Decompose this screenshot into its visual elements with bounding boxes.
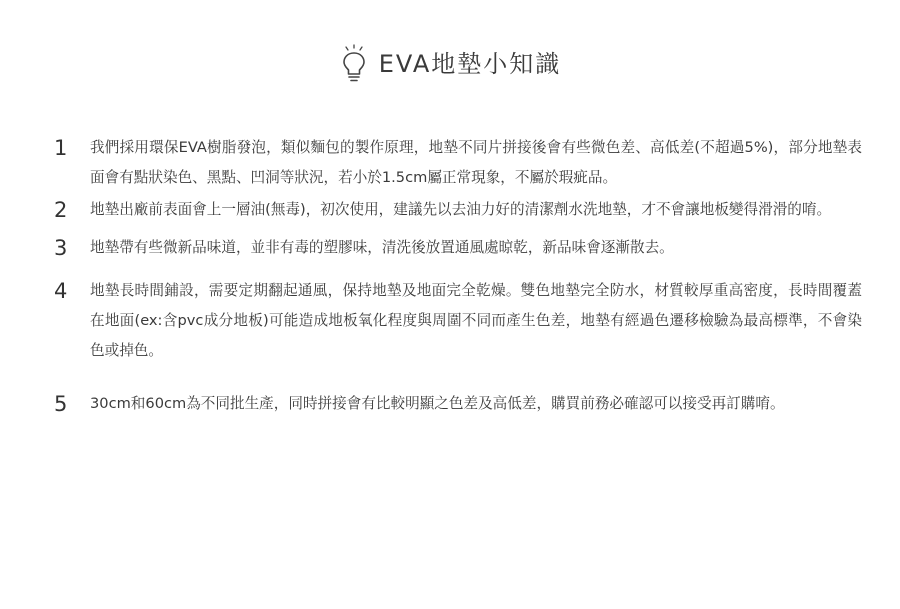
item-number: 1 [54,136,68,160]
item-text: 地墊帶有些微新品味道，並非有毒的塑膠味，清洗後放置通風處晾乾，新品味會逐漸散去。 [90,239,674,256]
item-number: 5 [54,392,68,416]
page-header [0,44,900,84]
item-text: 我們採用環保EVA樹脂發泡，類似麵包的製作原理，地墊不同片拼接後會有些微色差、高低差(不超過5%)，部分地墊表面會有點狀染色、黑點、凹洞等狀況，若小於1.5cm屬正常現象，不屬於瑕疵品。 [90,139,862,186]
item-number: 2 [54,198,68,222]
list-item [0,133,900,193]
item-text: 地墊出廠前表面會上一層油(無毒)，初次使用，建議先以去油力好的清潔劑水洗地墊，才不會讓地板變得滑滑的唷。 [90,201,832,218]
item-number: 4 [54,279,68,303]
list-item [0,195,900,225]
list-item [0,276,900,366]
list-item [0,233,900,263]
info-list [0,133,900,419]
item-number: 3 [54,236,68,260]
item-text: 30cm和60cm為不同批生產，同時拼接會有比較明顯之色差及高低差，購買前務必確認可以接受再訂購唷。 [90,395,785,412]
item-text: 地墊長時間鋪設，需要定期翻起通風，保持地墊及地面完全乾燥。雙色地墊完全防水，材質較厚重高密度，長時間覆蓋在地面(ex:含pvc成分地板)可能造成地板氧化程度與周圍不同而產生色差，地墊有經過色遷移檢驗為最高標準，不會染色或掉色。 [90,282,862,359]
list-item [0,389,900,419]
lightbulb-icon [339,44,369,84]
page-title: EVA地墊小知識 [378,50,562,78]
